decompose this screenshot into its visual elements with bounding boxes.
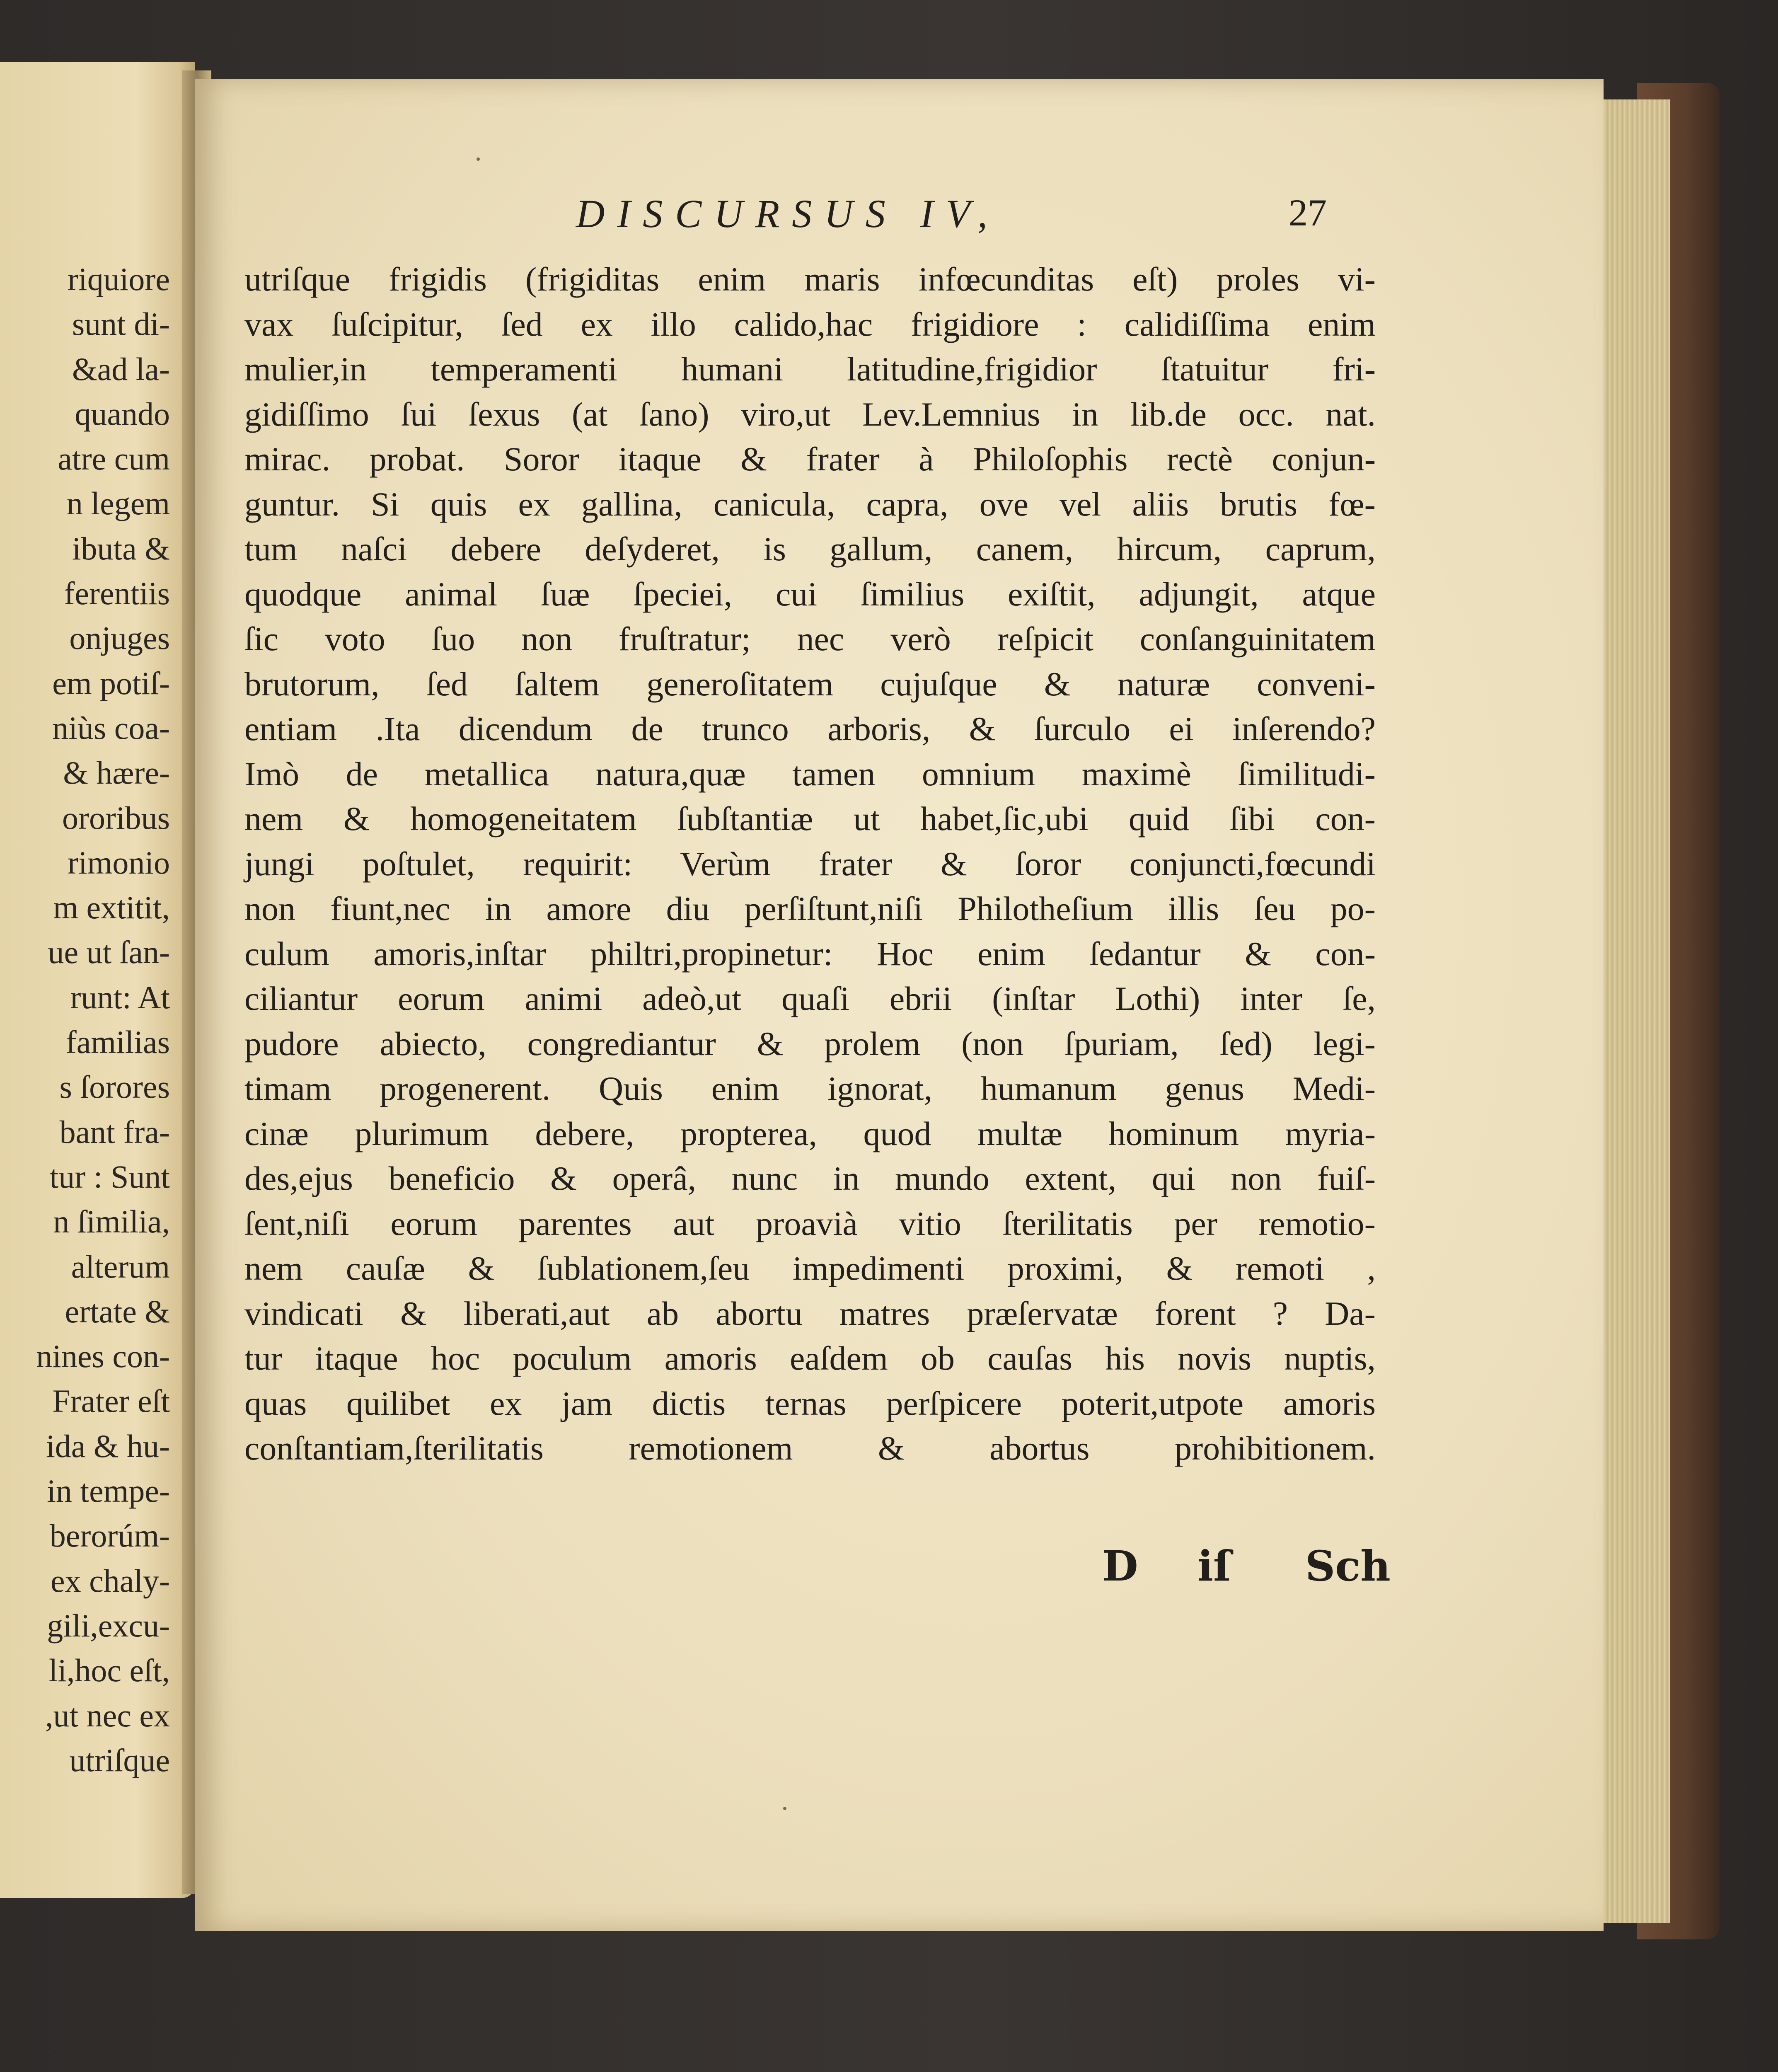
- body-text-line: gidiſſimo ſui ſexus (at ſano) viro,ut Lev.Lemnius in lib.de occ. nat.: [244, 395, 1376, 433]
- left-page-text-line: ue ut ſan-: [48, 934, 170, 971]
- catchword-2: iſ: [1197, 1542, 1231, 1590]
- left-page: [0, 62, 195, 1898]
- left-page-text-line: nines con-: [36, 1338, 170, 1375]
- body-text-line: jungi poſtulet, requirit: Verùm frater & ſoror conjuncti,fœcundi: [244, 845, 1376, 883]
- body-text-line: mirac. probat. Soror itaque & frater à Philoſophis rectè conjun-: [244, 440, 1376, 478]
- body-text-line: des,ejus beneficio & operâ, nunc in mundo extent, qui non fuiſ-: [244, 1159, 1376, 1197]
- body-text: [244, 257, 1376, 1471]
- page-number: 27: [1289, 191, 1327, 234]
- body-text-line: nem & homogeneitatem ſubſtantiæ ut habet,ſic,ubi quid ſibi con-: [244, 800, 1376, 838]
- left-page-text-line: n ſimilia,: [53, 1203, 170, 1240]
- left-page-text-line: runt: At: [70, 979, 170, 1015]
- body-text-line: pudore abiecto, congrediantur & prolem (non ſpuriam, ſed) legi-: [244, 1024, 1376, 1063]
- body-text-line: tur itaque hoc poculum amoris eaſdem ob cauſas his novis nuptis,: [244, 1339, 1376, 1377]
- left-page-text-line: ferentiis: [64, 575, 170, 612]
- left-page-text-line: quando: [75, 395, 170, 432]
- body-text-line: mulier,in temperamenti humani latitudine,frigidior ſtatuitur fri-: [244, 350, 1376, 388]
- body-text-line: culum amoris,inſtar philtri,propinetur: Hoc enim ſedantur & con-: [244, 934, 1376, 973]
- left-page-text-line: & hære-: [63, 755, 170, 791]
- left-page-text-line: li,hoc eſt,: [48, 1652, 170, 1689]
- left-page-text-line: ex chaly-: [50, 1562, 170, 1599]
- body-text-line: quodque animal ſuæ ſpeciei, cui ſimilius exiſtit, adjungit, atque: [244, 575, 1376, 613]
- left-page-text-line: in tempe-: [47, 1473, 170, 1509]
- left-page-text-line: riquiore: [68, 261, 170, 297]
- left-page-text-line: berorúm-: [49, 1518, 170, 1554]
- body-text-line: ſent,niſi eorum parentes aut proavià vitio ſterilitatis per remotio-: [244, 1204, 1376, 1242]
- left-page-text-line: n legem: [66, 485, 170, 522]
- catchword-1: D: [1102, 1542, 1138, 1590]
- left-page-text-line: gili,excu-: [47, 1607, 170, 1644]
- left-page-text-line: tur : Sunt: [49, 1158, 170, 1195]
- left-page-text-line: Frater eſt: [52, 1383, 170, 1419]
- left-page-text: [36, 257, 170, 1783]
- left-page-text-line: niùs coa-: [52, 709, 170, 746]
- body-text-line: utriſque frigidis (frigiditas enim maris infœcunditas eſt) proles vi-: [244, 260, 1376, 298]
- body-text-line: ſic voto ſuo non fruſtratur; nec verò reſpicit conſanguinitatem: [244, 620, 1376, 658]
- body-text-line: ciliantur eorum animi adeò,ut quaſi ebrii (inſtar Lothi) inter ſe,: [244, 980, 1376, 1017]
- left-page-text-line: ,ut nec ex: [45, 1697, 170, 1733]
- catchword-3: Sch: [1305, 1542, 1391, 1590]
- left-page-text-line: rimonio: [68, 844, 170, 881]
- page-edges: [1595, 99, 1670, 1923]
- body-text-line: Imò de metallica natura,quæ tamen omnium maximè ſimilitudi-: [244, 755, 1376, 793]
- body-text-line: tum naſci debere deſyderet, is gallum, canem, hircum, caprum,: [244, 530, 1376, 568]
- left-page-text-line: ibuta &: [72, 530, 170, 566]
- left-page-text-line: em potiſ-: [52, 665, 170, 701]
- body-text-line: conſtantiam,ſterilitatis remotionem & abortus prohibitionem.: [244, 1429, 1376, 1467]
- left-page-text-line: alterum: [71, 1248, 170, 1285]
- body-text-line: guntur. Si quis ex gallina, canicula, capra, ove vel aliis brutis fœ-: [244, 485, 1376, 523]
- left-page-text-line: sunt di-: [72, 306, 170, 342]
- left-page-text-line: utriſque: [69, 1742, 170, 1778]
- left-page-text-line: familias: [65, 1024, 170, 1060]
- body-text-line: brutorum, ſed ſaltem generoſitatem cujuſque & naturæ conveni-: [244, 665, 1376, 703]
- body-text-line: cinæ plurimum debere, propterea, quod multæ hominum myria-: [244, 1114, 1376, 1152]
- body-text-line: vindicati & liberati,aut ab abortu matres præſervatæ forent ? Da-: [244, 1294, 1376, 1332]
- left-page-text-line: ertate &: [65, 1293, 170, 1329]
- page-header: [576, 191, 1405, 249]
- body-text-line: entiam .Ita dicendum de trunco arboris, & ſurculo ei inſerendo?: [244, 710, 1376, 748]
- left-page-text-line: m extitit,: [53, 889, 170, 926]
- body-text-line: quas quilibet ex jam dictis ternas perſpicere poterit,utpote amoris: [244, 1384, 1376, 1422]
- body-text-line: vax ſuſcipitur, ſed ex illo calido,hac frigidiore : calidiſſima enim: [244, 305, 1376, 343]
- left-page-text-line: &ad la-: [72, 351, 170, 387]
- left-page-text-line: s ſorores: [59, 1069, 170, 1105]
- left-page-text-line: ororibus: [62, 799, 170, 836]
- body-text-line: non fiunt,nec in amore diu perſiſtunt,niſi Philotheſium illis ſeu po-: [244, 890, 1376, 927]
- catchwords: [1102, 1542, 1391, 1600]
- left-page-text-line: onjuges: [69, 620, 170, 656]
- left-page-text-line: bant fra-: [59, 1113, 170, 1150]
- running-head: DISCURSUS IV,: [576, 191, 1000, 236]
- paper-speck: [783, 1807, 786, 1810]
- left-page-text-line: atre cum: [58, 441, 170, 477]
- paper-speck: [477, 157, 480, 161]
- left-page-text-line: ida & hu-: [46, 1428, 170, 1464]
- body-text-line: nem cauſæ & ſublationem,ſeu impedimenti proximi, & remoti ,: [244, 1249, 1376, 1287]
- body-text-line: timam progenerent. Quis enim ignorat, humanum genus Medi-: [244, 1070, 1376, 1107]
